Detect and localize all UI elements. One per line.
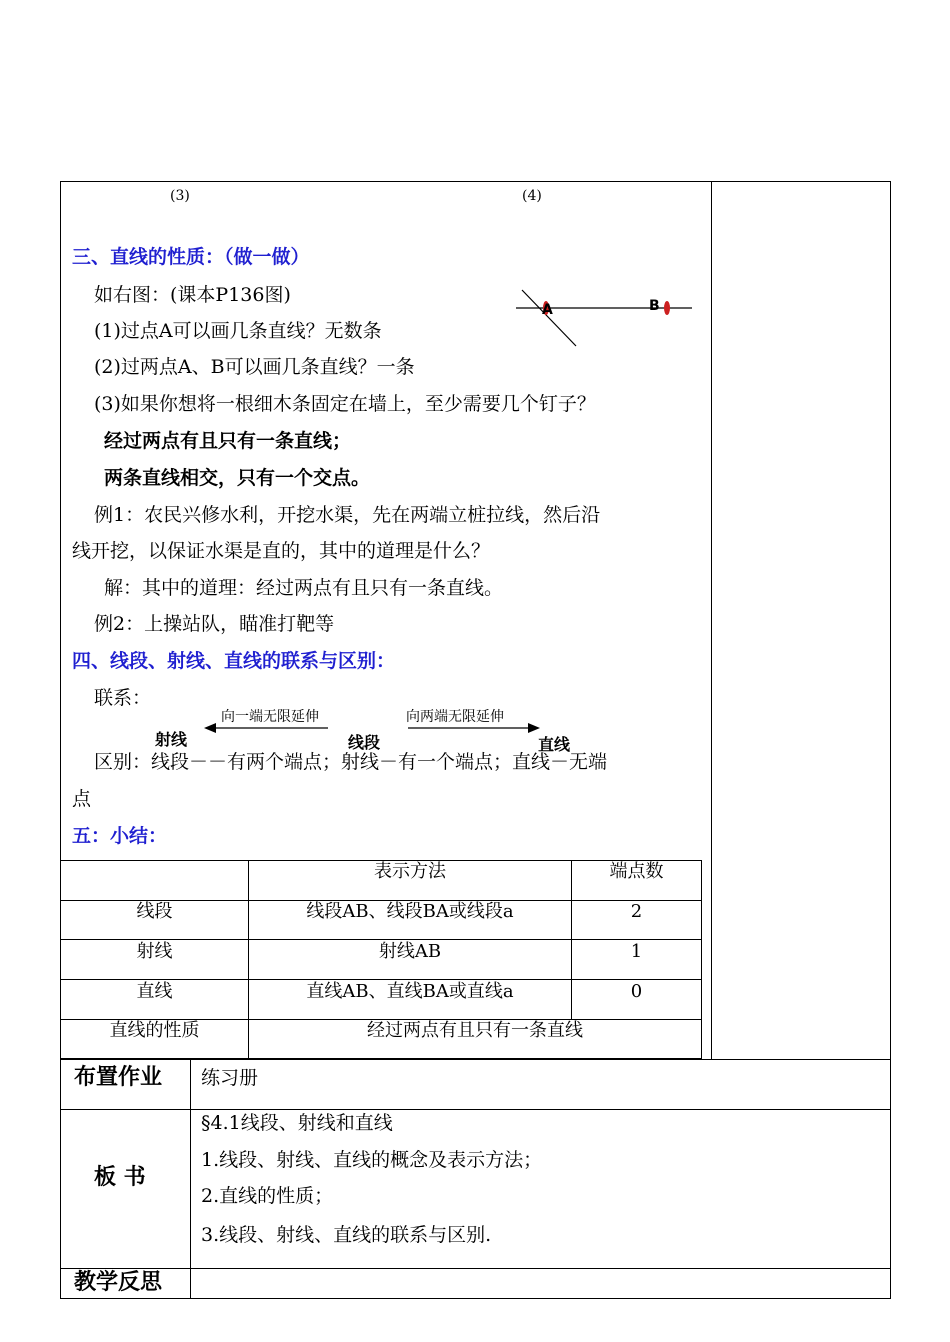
- frame-top: [60, 181, 891, 182]
- frame-inner-divider: [711, 181, 712, 1060]
- arrow-right-head: [528, 723, 540, 733]
- table-row-ray-method: 射线AB: [378, 941, 442, 962]
- section3-intro: 如右图：(课本P136图): [94, 284, 291, 306]
- point-b-label: B: [649, 298, 660, 314]
- figure-label-3: (3): [170, 188, 190, 204]
- section4-relation-label: 联系：: [94, 687, 152, 709]
- section4-difference-line1: 区别：线段－－有两个端点；射线－有一个端点；直线－无端: [94, 751, 608, 773]
- table-row-segment-method: 线段AB、线段BA或线段a: [306, 901, 514, 922]
- section4-heading: 四、线段、射线、直线的联系与区别：: [72, 650, 396, 672]
- relation-segment: 线段: [348, 733, 381, 752]
- frame-right: [890, 181, 891, 1299]
- table-header-endpoints: 端点数: [609, 861, 664, 882]
- board-line-4: 3.线段、射线、直线的联系与区别.: [201, 1224, 492, 1246]
- section3-example1-line1: 例1：农民兴修水利，开挖水渠，先在两端立桩拉线，然后沿: [94, 504, 601, 526]
- line-intersection-diagram: [510, 284, 700, 350]
- board-line-2: 1.线段、射线、直线的概念及表示方法；: [201, 1149, 543, 1171]
- reflection-label: 教学反思: [74, 1270, 163, 1295]
- arrow-left-text: 向一端无限延伸: [221, 709, 319, 725]
- table-row-line-endpoints: 0: [630, 981, 643, 1002]
- relation-ray: 射线: [155, 730, 188, 749]
- point-b-mark: [664, 301, 670, 315]
- frame-left: [60, 181, 61, 1299]
- reflection-row-top: [60, 1268, 891, 1269]
- section3-example1-line2: 线开挖，以保证水渠是直的，其中的道理是什么？: [72, 540, 491, 562]
- table-row-line-method: 直线AB、直线BA或直线a: [306, 981, 514, 1002]
- section5-heading: 五：小结：: [72, 825, 168, 847]
- section4-difference-line2: 点: [72, 788, 92, 810]
- board-line-3: 2.直线的性质；: [201, 1185, 334, 1207]
- table-header-method: 表示方法: [374, 861, 446, 882]
- section3-example2: 例2：上操站队，瞄准打靶等: [94, 613, 335, 635]
- board-label: 板 书: [94, 1165, 146, 1190]
- table-row-segment-endpoints: 2: [630, 901, 643, 922]
- table-row-segment-name: 线段: [136, 901, 173, 922]
- table-row-ray-endpoints: 1: [630, 941, 643, 962]
- relation-line: 直线: [538, 735, 571, 754]
- board-row-top: [60, 1109, 891, 1110]
- frame-bottom: [60, 1298, 891, 1299]
- homework-value: 练习册: [201, 1067, 259, 1089]
- section3-q2: (2)过两点A、B可以画几条直线？一条: [94, 356, 415, 378]
- figure-label-4: (4): [522, 188, 542, 204]
- section3-heading: 三、直线的性质：（做一做）: [72, 246, 310, 268]
- table-row-line-name: 直线: [136, 981, 173, 1002]
- table-row-ray-name: 射线: [136, 941, 173, 962]
- board-line-1: §4.1线段、射线和直线: [201, 1112, 393, 1134]
- section3-q3: (3)如果你想将一根细木条固定在墙上，至少需要几个钉子？: [94, 393, 596, 415]
- table-row-property-name: 直线的性质: [109, 1020, 200, 1041]
- table-row-property-value: 经过两点有且只有一条直线: [367, 1020, 583, 1041]
- arrow-right-text: 向两端无限延伸: [406, 709, 504, 725]
- section3-fact1: 经过两点有且只有一条直线；: [104, 430, 352, 452]
- point-a-label: A: [542, 302, 553, 318]
- lower-column-divider: [190, 1059, 191, 1299]
- section3-solution: 解：其中的道理：经过两点有且只有一条直线。: [104, 577, 504, 599]
- section3-q1: (1)过点A可以画几条直线？无数条: [94, 320, 382, 342]
- arrow-left-head: [204, 723, 216, 733]
- homework-row-top: [60, 1059, 891, 1060]
- section3-fact2: 两条直线相交，只有一个交点。: [104, 467, 371, 489]
- homework-label: 布置作业: [74, 1065, 163, 1090]
